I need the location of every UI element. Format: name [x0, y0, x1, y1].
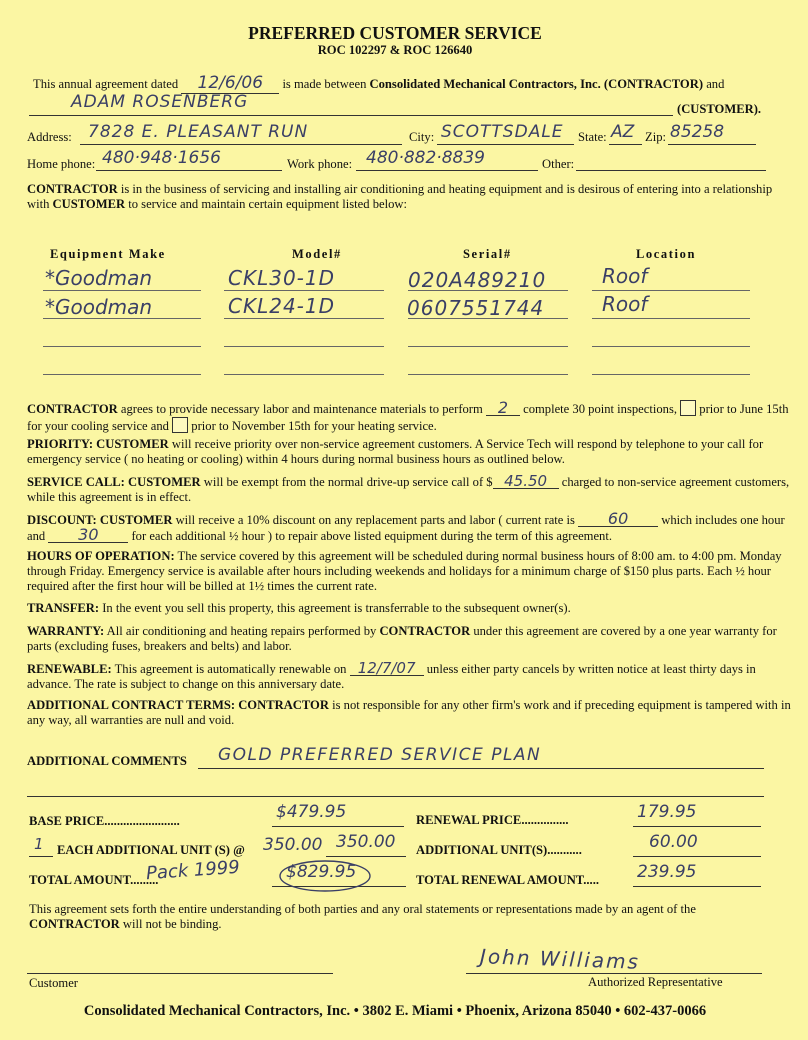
transfer-clause — [27, 601, 797, 616]
contractor-intro-bold1: CONTRACTOR — [27, 182, 118, 196]
discount-clause — [27, 509, 797, 544]
priority-clause — [27, 437, 797, 467]
footer-address: Consolidated Mechanical Contractors, Inc. • 3802 E. Miami • Phoenix, Arizona 85040 • 602-437-0066 — [83, 1003, 707, 1019]
rep-signature-line[interactable] — [466, 973, 762, 974]
renewable-clause — [27, 661, 797, 692]
transfer-head: TRANSFER: — [27, 601, 100, 615]
rep-signature-label: Authorized Representative — [588, 975, 723, 989]
discount-text3: for each additional ½ hour ) to repair above listed equipment during the term of this agreement. — [128, 529, 612, 543]
customer-signature-label: Customer — [29, 976, 78, 990]
warranty-text2: under this agreement are covered by a one year warranty for parts (excluding fuses, breakers and belts) and labor. — [27, 624, 777, 653]
service-call-head: SERVICE CALL: CUSTOMER — [27, 475, 201, 489]
customer-label: (CUSTOMER). — [677, 102, 762, 116]
warranty-clause — [27, 624, 797, 654]
address-label: Address: — [27, 130, 72, 144]
state-value: AZ — [611, 122, 635, 142]
additional-terms-text: is not responsible for any other firm's work and if preceding equipment is tampered with in any way, all warranties are null and void. — [27, 698, 791, 727]
equipment-line — [592, 346, 750, 347]
comments-field-line2[interactable] — [27, 778, 764, 797]
comments-field[interactable] — [198, 745, 764, 769]
renewal-price-field[interactable] — [633, 802, 761, 827]
cooling-checkbox[interactable] — [680, 400, 696, 416]
zip-value: 85258 — [670, 122, 725, 142]
base-price-label: BASE PRICE........................ — [29, 814, 180, 828]
work-phone-value: 480·882·8839 — [366, 148, 485, 168]
equipment-line — [408, 346, 568, 347]
renewable-text1: This agreement is automatically renewable on — [111, 662, 350, 676]
equipment-line — [592, 374, 750, 375]
closing-text — [29, 902, 789, 932]
additional-units-value: 60.00 — [649, 832, 698, 852]
warranty-head: WARRANTY: — [27, 624, 105, 638]
equipment-line — [224, 290, 384, 291]
discount-rate-field[interactable]: 60 — [578, 512, 658, 527]
total-renewal-value: 239.95 — [637, 862, 697, 882]
work-phone-label: Work phone: — [287, 157, 353, 171]
service-call-text1: will be exempt from the normal drive-up service call of $ — [200, 475, 493, 489]
state-field[interactable] — [609, 122, 642, 145]
rep-signature: John Williams — [479, 944, 641, 974]
agreement-date-field[interactable]: 12/6/06 — [181, 73, 279, 94]
zip-field[interactable] — [668, 122, 756, 145]
inspections-bold: CONTRACTOR — [27, 402, 118, 416]
home-phone-value: 480·948·1656 — [102, 148, 221, 168]
equipment-location-1[interactable]: Roof — [602, 264, 648, 288]
discount-text1: will receive a 10% discount on any replacement parts and labor ( current rate is — [172, 513, 579, 527]
home-phone-label: Home phone: — [27, 157, 96, 171]
intro-prefix: This annual agreement dated — [33, 77, 179, 91]
contractor-intro-text1: is in the business of servicing and installing air conditioning and heating equipment and is desirous of entering into a relationship with — [27, 182, 773, 211]
contractor-intro-text2: to service and maintain certain equipment listed below: — [125, 197, 407, 211]
equipment-line — [43, 290, 201, 291]
roc-numbers: ROC 102297 & ROC 126640 — [317, 43, 473, 57]
equipment-line — [43, 374, 201, 375]
inspections-text2: complete 30 point inspections, — [519, 402, 681, 416]
hours-clause — [27, 549, 797, 594]
total-renewal-label: TOTAL RENEWAL AMOUNT..... — [416, 873, 599, 887]
equipment-line — [224, 374, 384, 375]
hours-text: The service covered by this agreement will be scheduled during normal business hours of 8:00 am. to 4:00 pm. Monday through Friday. Emergency service is available after hours including weekends and holidays for a minimum charge of $150 plus parts. Each ½ hour required after the first hour will be billed at 1½ times the current rate. — [27, 549, 782, 593]
address-field[interactable] — [80, 122, 402, 145]
equipment-serial-1[interactable]: 020A489210 — [408, 268, 547, 292]
service-call-text2: charged to non-service agreement customers, while this agreement is in effect. — [27, 475, 790, 504]
inspections-text1: agrees to provide necessary labor and maintenance materials to perform — [117, 402, 486, 416]
intro-suffix: and — [706, 77, 725, 91]
base-price-field[interactable] — [272, 802, 404, 827]
additional-terms-clause — [27, 698, 797, 728]
units-count-value: 1 — [34, 835, 44, 853]
home-phone-field[interactable] — [96, 148, 282, 171]
comments-label: ADDITIONAL COMMENTS — [27, 754, 187, 768]
warranty-bold: CONTRACTOR — [379, 624, 471, 638]
equipment-serial-2[interactable]: 0607551744 — [407, 296, 545, 320]
zip-label: Zip: — [645, 130, 666, 144]
equipment-make-1[interactable]: *Goodman — [45, 266, 153, 290]
renewal-price-value: 179.95 — [637, 802, 697, 822]
additional-units-field[interactable] — [633, 832, 761, 857]
intro-line — [33, 73, 724, 94]
intro-middle: is made between — [282, 77, 367, 91]
total-circle-mark — [276, 857, 374, 895]
customer-name-field[interactable] — [29, 92, 673, 116]
renewable-head: RENEWABLE: — [27, 662, 112, 676]
each-unit-label: EACH ADDITIONAL UNIT (S) @ — [57, 843, 245, 857]
equipment-line — [224, 346, 384, 347]
other-label: Other: — [542, 157, 575, 171]
equipment-line — [592, 318, 750, 319]
equipment-line — [408, 374, 568, 375]
discount-head: DISCOUNT: CUSTOMER — [27, 513, 173, 527]
equipment-model-2[interactable]: CKL24-1D — [228, 294, 336, 318]
equipment-header-serial: Serial# — [463, 247, 512, 261]
total-amount-label: TOTAL AMOUNT......... — [29, 873, 159, 887]
inspections-count-field[interactable]: 2 — [486, 401, 520, 416]
state-label: State: — [578, 130, 607, 144]
equipment-line — [43, 346, 201, 347]
transfer-text: In the event you sell this property, this agreement is transferrable to the subsequent owner(s). — [99, 601, 571, 615]
inspections-text3: prior to June 15th for your cooling service and — [27, 402, 789, 433]
city-value: SCOTTSDALE — [441, 122, 564, 142]
other-field[interactable] — [576, 152, 766, 171]
page-title: PREFERRED CUSTOMER SERVICE — [248, 23, 542, 43]
renewable-text2: unless either party cancels by written notice at least thirty days in advance. The rate is subject to change on this anniversary date. — [27, 662, 756, 691]
hours-head: HOURS OF OPERATION: — [27, 549, 175, 563]
renewal-date-field[interactable]: 12/7/07 — [350, 661, 424, 676]
contractor-name: Consolidated Mechanical Contractors, Inc. (CONTRACTOR) — [369, 77, 704, 91]
each-unit-price[interactable]: 350.00 — [263, 835, 323, 855]
contractor-intro-bold2: CUSTOMER — [52, 197, 126, 211]
equipment-header-model: Model# — [292, 247, 342, 261]
renewal-price-label: RENEWAL PRICE............... — [416, 813, 569, 827]
total-amount-note: Pack 1999 — [145, 856, 241, 885]
customer-signature-line[interactable] — [27, 973, 333, 974]
priority-head: PRIORITY: CUSTOMER — [27, 437, 169, 451]
warranty-text1: All air conditioning and heating repairs performed by — [104, 624, 380, 638]
additional-units-label: ADDITIONAL UNIT(S)........... — [416, 843, 582, 857]
equipment-make-2[interactable]: *Goodman — [45, 295, 153, 319]
work-phone-field[interactable] — [356, 148, 538, 171]
comments-value: GOLD PREFERRED SERVICE PLAN — [218, 745, 542, 765]
base-price-value: $479.95 — [276, 802, 347, 822]
service-call-clause — [27, 474, 797, 505]
priority-text: will receive priority over non-service agreement customers. A Service Tech will respond by telephone to your call for emergency service ( no heating or cooling) within 4 hours during normal business hours as outlined below. — [27, 437, 764, 466]
closing-text2: will not be binding. — [119, 917, 222, 931]
total-amount-value: $829.95 — [286, 862, 357, 882]
inspections-text4: prior to November 15th for your heating service. — [188, 419, 437, 433]
closing-text1: This agreement sets forth the entire understanding of both parties and any oral statements or representations made by an agent of the — [29, 902, 696, 916]
equipment-header-make: Equipment Make — [50, 247, 166, 261]
customer-name: ADAM ROSENBERG — [71, 92, 249, 112]
equipment-location-2[interactable]: Roof — [602, 292, 648, 316]
closing-bold: CONTRACTOR — [29, 917, 120, 931]
additional-terms-head: ADDITIONAL CONTRACT TERMS: CONTRACTOR — [27, 698, 329, 712]
total-renewal-field[interactable] — [633, 862, 761, 887]
each-unit-total-field[interactable] — [326, 832, 406, 857]
equipment-line — [592, 290, 750, 291]
city-label: City: — [409, 130, 435, 144]
inspections-clause — [27, 400, 797, 434]
address-value: 7828 E. PLEASANT RUN — [88, 122, 309, 142]
equipment-line — [224, 318, 384, 319]
equipment-model-1[interactable]: CKL30-1D — [228, 266, 336, 290]
equipment-header-location: Location — [636, 247, 697, 261]
contractor-intro — [27, 182, 789, 212]
each-unit-total-value: 350.00 — [336, 832, 396, 852]
discount-text2: which includes one hour and — [27, 513, 785, 543]
discount-extra-field[interactable]: 30 — [48, 528, 128, 543]
heating-checkbox[interactable] — [172, 417, 188, 433]
service-call-amount-field[interactable]: 45.50 — [493, 474, 559, 489]
units-count-field[interactable] — [29, 835, 53, 857]
city-field[interactable] — [437, 122, 574, 145]
